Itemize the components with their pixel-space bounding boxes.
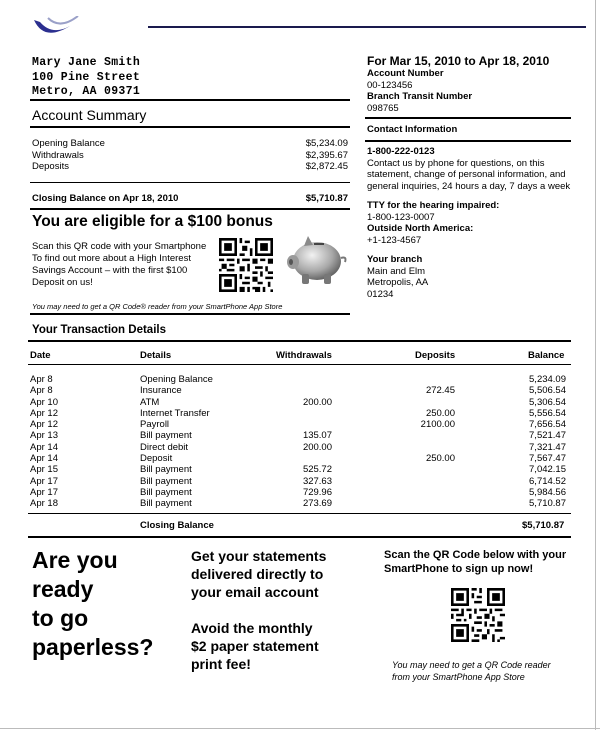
table-row: [30, 374, 570, 385]
tx-balance: 7,321.47: [529, 441, 566, 453]
tx-balance: 7,042.15: [529, 464, 566, 476]
transactions-table: [30, 374, 570, 510]
contact-info: [367, 146, 587, 300]
note-line: You may need to get a QR Code reader: [392, 660, 551, 670]
bonus-line: Deposit on us!: [32, 277, 93, 288]
tx-details: Direct debit: [140, 441, 189, 453]
tx-date: Apr 17: [30, 475, 58, 487]
tx-date: Apr 17: [30, 486, 58, 498]
transactions-title: Your Transaction Details: [32, 324, 166, 336]
branch-label: Your branch: [367, 254, 423, 265]
col-header-balance: Balance: [528, 350, 565, 361]
tx-withdrawal: 135.07: [302, 430, 332, 442]
summary-value: $2,872.45: [305, 161, 348, 172]
summary-title-rule: [30, 126, 350, 128]
table-row: [30, 430, 570, 441]
closing-value: $5,710.87: [305, 193, 348, 204]
account-number: 00-123456: [367, 79, 413, 91]
tx-balance: 5,710.87: [529, 498, 566, 510]
tx-withdrawal: 200.00: [302, 441, 332, 453]
tx-date: Apr 13: [30, 430, 58, 442]
tx-balance: 7,567.47: [529, 453, 566, 465]
account-info-rule: [365, 117, 571, 119]
tx-balance: 7,656.54: [529, 419, 566, 431]
contact-phone: 1-800-222-0123: [367, 146, 435, 157]
tx-date: Apr 10: [30, 396, 58, 408]
promo-line: your email account: [191, 584, 319, 600]
customer-address: [32, 56, 140, 100]
summary-row-withdrawals: [32, 150, 348, 161]
tx-date: Apr 8: [30, 385, 53, 397]
tty-number: 1-800-123-0007: [367, 211, 435, 223]
qr-reader-note: [392, 659, 551, 683]
tx-balance: 5,234.09: [529, 374, 566, 385]
bonus-title: You are eligible for a $100 bonus: [32, 213, 273, 230]
promo-line: Avoid the monthly: [191, 620, 313, 636]
tx-details: Bill payment: [140, 486, 192, 498]
tx-withdrawal: 273.69: [302, 498, 332, 510]
contact-desc: general inquiries, 24 hours a day, 7 days a week: [367, 180, 571, 192]
tx-deposit: 272.45: [425, 385, 455, 397]
summary-row-opening: [32, 138, 348, 149]
account-info: [367, 68, 472, 114]
bonus-bottom-rule: [30, 313, 350, 315]
promo-line: print fee!: [191, 656, 251, 672]
summary-closing-balance: [32, 193, 348, 204]
table-row: [30, 385, 570, 396]
summary-bottom-rule: [30, 208, 350, 210]
page-frame-right: [595, 0, 596, 730]
promo-line: Get your statements: [191, 548, 327, 564]
account-summary-title: Account Summary: [32, 107, 147, 123]
account-number-label: Account Number: [367, 68, 444, 79]
email-statement-promo: [191, 547, 326, 673]
contact-title: Contact Information: [367, 124, 458, 135]
closing-label: Closing Balance on Apr 18, 2010: [32, 193, 179, 204]
tx-details: Insurance: [140, 385, 182, 397]
paperless-line: to go: [32, 605, 89, 631]
col-header-withdrawals: Withdrawals: [276, 350, 332, 361]
tx-details: ATM: [140, 396, 160, 408]
tx-details: Payroll: [140, 419, 170, 431]
bank-logo-icon: [30, 16, 90, 42]
transactions-top-rule: [28, 340, 571, 342]
bonus-line: Scan this QR code with your Smartphone: [32, 241, 207, 252]
summary-closing-rule: [30, 182, 350, 183]
tx-withdrawal: 200.00: [302, 396, 332, 408]
tx-withdrawal: 327.63: [302, 475, 332, 487]
table-row: [30, 453, 570, 464]
tx-date: Apr 15: [30, 464, 58, 476]
tx-date: Apr 12: [30, 419, 58, 431]
branch-address: 01234: [367, 288, 394, 300]
signup-qr-code-icon[interactable]: [451, 588, 505, 642]
promo-line: SmartPhone to sign up now!: [384, 563, 534, 575]
tx-details: Bill payment: [140, 430, 192, 442]
tx-date: Apr 8: [30, 374, 53, 385]
bonus-line: Savings Account – with the first $100: [32, 265, 188, 276]
summary-top-rule: [30, 99, 350, 101]
tx-deposit: 2100.00: [420, 419, 455, 431]
tx-balance: 6,714.52: [529, 475, 566, 487]
tx-balance: 5,556.54: [529, 407, 566, 419]
bonus-line: To find out more about a High Interest: [32, 253, 191, 264]
tx-closing-value: $5,710.87: [522, 520, 565, 531]
table-row: [30, 397, 570, 408]
table-row: [30, 498, 570, 509]
tx-balance: 5,506.54: [529, 385, 566, 397]
outside-na-label: Outside North America:: [367, 223, 474, 234]
promo-line: $2 paper statement: [191, 638, 319, 654]
paperless-line: ready: [32, 576, 94, 602]
summary-value: $5,234.09: [305, 138, 348, 149]
summary-label: Deposits: [32, 161, 69, 172]
transactions-closing-rule: [28, 513, 571, 514]
statement-period: For Mar 15, 2010 to Apr 18, 2010: [367, 54, 550, 68]
table-row: [30, 464, 570, 475]
table-row: [30, 408, 570, 419]
branch-address: Metropolis, AA: [367, 277, 429, 288]
paperless-headline: [32, 546, 153, 662]
col-header-deposits: Deposits: [415, 350, 456, 361]
page-frame-bottom: [0, 728, 600, 729]
tx-withdrawal: 525.72: [302, 464, 332, 476]
contact-desc: Contact us by phone for questions, on this: [367, 157, 545, 169]
contact-desc: statement, change of personal information, and: [367, 169, 566, 180]
tx-date: Apr 12: [30, 407, 58, 419]
paperless-line: Are you: [32, 547, 118, 573]
piggy-bank-icon: [284, 232, 350, 288]
tx-withdrawal: 729.96: [302, 486, 332, 498]
table-row: [30, 419, 570, 430]
col-header-details: Details: [140, 350, 172, 361]
table-row: [30, 487, 570, 498]
header-rule: [148, 26, 586, 28]
branch-transit-label: Branch Transit Number: [367, 91, 473, 102]
tx-balance: 5,306.54: [529, 396, 566, 408]
summary-row-deposits: [32, 161, 348, 172]
tx-balance: 5,984.56: [529, 486, 566, 498]
tx-details: Bill payment: [140, 464, 192, 476]
tx-date: Apr 18: [30, 498, 58, 510]
bonus-qr-code-icon[interactable]: [219, 238, 273, 292]
col-header-date: Date: [30, 350, 51, 361]
summary-value: $2,395.67: [305, 150, 348, 161]
tx-details: Opening Balance: [140, 374, 213, 385]
bonus-note: You may need to get a QR Code® reader from your SmartPhone App Store: [32, 302, 283, 311]
transactions-header-rule: [28, 364, 571, 365]
promo-line: delivered directly to: [191, 566, 324, 582]
bonus-text: [32, 241, 212, 289]
tx-details: Bill payment: [140, 475, 192, 487]
branch-transit-number: 098765: [367, 102, 399, 114]
note-line: from your SmartPhone App Store: [392, 672, 525, 682]
tx-details: Internet Transfer: [140, 407, 210, 419]
tx-details: Bill payment: [140, 498, 192, 510]
customer-city: Metro, AA 09371: [32, 85, 141, 98]
signup-promo: [384, 548, 566, 576]
summary-label: Opening Balance: [32, 138, 105, 149]
tx-deposit: 250.00: [425, 453, 455, 465]
table-row: [30, 476, 570, 487]
contact-title-rule: [365, 140, 571, 142]
tty-label: TTY for the hearing impaired:: [367, 200, 500, 211]
paperless-line: paperless?: [32, 634, 154, 660]
tx-date: Apr 14: [30, 453, 58, 465]
outside-na-number: +1-123-4567: [367, 234, 422, 246]
tx-closing-label: Closing Balance: [140, 520, 214, 531]
tx-balance: 7,521.47: [529, 430, 566, 442]
branch-address: Main and Elm: [367, 265, 426, 277]
summary-label: Withdrawals: [32, 150, 84, 161]
tx-deposit: 250.00: [425, 407, 455, 419]
customer-street: 100 Pine Street: [32, 70, 141, 84]
tx-date: Apr 14: [30, 441, 58, 453]
tx-details: Deposit: [140, 453, 173, 465]
customer-name: Mary Jane Smith: [32, 56, 141, 69]
promo-line: Scan the QR Code below with your: [384, 549, 567, 561]
transactions-bottom-rule: [28, 536, 571, 538]
table-row: [30, 442, 570, 453]
